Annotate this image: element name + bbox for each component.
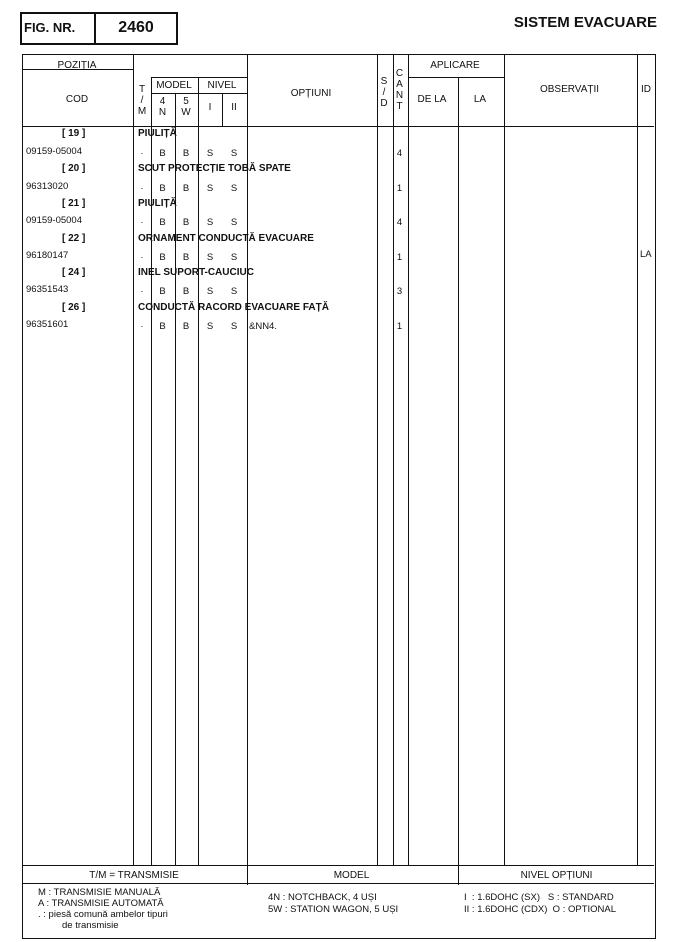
item-name: ORNAMENT CONDUCTĂ EVACUARE (138, 233, 314, 244)
item-model-5w: B (182, 148, 190, 159)
item-position: [ 24 ] (62, 267, 86, 278)
item-nivel-2: S (230, 252, 238, 263)
col-line (504, 55, 505, 865)
col-line (247, 55, 248, 885)
item-name: CONDUCTĂ RACORD EVACUARE FAȚĂ (138, 302, 329, 313)
header-la: LA (473, 94, 487, 105)
item-quantity: 1 (396, 183, 403, 194)
item-model-4n: B (159, 148, 166, 159)
col-line (458, 77, 459, 885)
item-nivel-2: S (230, 183, 238, 194)
item-nivel-1: S (206, 183, 214, 194)
row-line (408, 77, 504, 78)
item-quantity: 4 (396, 148, 403, 159)
item-name: SCUT PROTECȚIE TOBĂ SPATE (138, 163, 291, 174)
row-line (151, 93, 247, 94)
page-title: SISTEM EVACUARE (513, 14, 657, 31)
item-nivel-1: S (206, 148, 214, 159)
legend-tm-line: M : TRANSMISIE MANUALĂ (38, 887, 161, 898)
item-model-4n: B (159, 252, 166, 263)
header-model-5w: 5 W (181, 96, 191, 118)
item-options: &NN4. (249, 321, 277, 332)
header-id: ID (641, 84, 651, 95)
parts-table (22, 54, 656, 939)
item-nivel-1: S (206, 286, 214, 297)
header-de-la: DE LA (417, 94, 447, 105)
header-cod: COD (65, 94, 89, 105)
col-line (377, 55, 378, 865)
col-line (408, 55, 409, 865)
header-cant: C A N T (395, 68, 404, 112)
item-code: 96180147 (26, 250, 69, 261)
item-nivel-1: S (206, 252, 214, 263)
header-sd: S / D (380, 76, 388, 109)
item-nivel-2: S (230, 148, 238, 159)
item-model-4n: B (159, 183, 166, 194)
col-line (393, 55, 394, 865)
item-code: 96351543 (26, 284, 69, 295)
header-aplicare: APLICARE (430, 60, 480, 71)
header-observatii: OBSERVAȚII (539, 84, 600, 95)
item-nivel-2: S (230, 321, 238, 332)
legend-model-line: 4N : NOTCHBACK, 4 UȘI (268, 892, 377, 903)
item-code: 09159-05004 (26, 146, 82, 157)
header-pozitia: POZIȚIA (57, 60, 97, 71)
item-model-4n: B (159, 217, 166, 228)
item-name: PIULIȚĂ (138, 128, 177, 139)
header-bottom-line (23, 126, 654, 127)
legend-tm-title: T/M = TRANSMISIE (89, 870, 179, 881)
item-quantity: 1 (396, 252, 403, 263)
item-name: INEL SUPORT-CAUCIUC (138, 267, 254, 278)
legend-model-line: 5W : STATION WAGON, 5 UȘI (268, 904, 399, 915)
item-quantity: 1 (396, 321, 403, 332)
legend-tm-line: de transmisie (62, 920, 119, 931)
legend-tm-line: A : TRANSMISIE AUTOMATĂ (38, 898, 164, 909)
header-nivel-2: II (231, 102, 237, 113)
item-quantity: 3 (396, 286, 403, 297)
legend-title-line (23, 883, 654, 884)
col-line (637, 55, 638, 865)
legend-nivel-title: NIVEL OPȚIUNI (520, 870, 593, 881)
header-nivel: NIVEL (207, 80, 237, 91)
item-model-5w: B (182, 321, 190, 332)
item-id: LA (640, 249, 652, 260)
item-model-4n: B (159, 321, 166, 332)
legend-top-line (23, 865, 654, 866)
header-model: MODEL (156, 80, 192, 91)
item-tm: . (140, 284, 144, 295)
item-nivel-1: S (206, 321, 214, 332)
item-nivel-2: S (230, 217, 238, 228)
col-line (198, 77, 199, 865)
item-tm: . (140, 146, 144, 157)
legend-tm-line: . : piesă comună ambelor tipuri (38, 909, 168, 920)
item-code: 09159-05004 (26, 215, 82, 226)
header-model-4n: 4 N (158, 96, 167, 118)
item-model-5w: B (182, 286, 190, 297)
legend-model-title: MODEL (333, 870, 370, 881)
header-tm: T / M (137, 84, 147, 117)
item-model-5w: B (182, 183, 190, 194)
item-position: [ 20 ] (62, 163, 86, 174)
figure-label: FIG. NR. (24, 20, 76, 35)
item-quantity: 4 (396, 217, 403, 228)
item-position: [ 26 ] (62, 302, 86, 313)
col-line (151, 77, 152, 865)
item-tm: . (140, 215, 144, 226)
item-code: 96351601 (26, 319, 69, 330)
item-model-4n: B (159, 286, 166, 297)
legend-nivel-line: II : 1.6DOHC (CDX) O : OPTIONAL (464, 904, 617, 915)
item-position: [ 21 ] (62, 198, 86, 209)
item-position: [ 19 ] (62, 128, 86, 139)
item-nivel-1: S (206, 217, 214, 228)
row-line (151, 77, 247, 78)
legend-nivel-line: I : 1.6DOHC (SX) S : STANDARD (464, 892, 614, 903)
header-optiuni: OPȚIUNI (290, 88, 332, 99)
item-model-5w: B (182, 252, 190, 263)
item-tm: . (140, 250, 144, 261)
col-line (133, 55, 134, 865)
item-code: 96313020 (26, 181, 69, 192)
item-name: PIULIȚĂ (138, 198, 177, 209)
figure-number: 2460 (118, 19, 154, 36)
item-tm: . (140, 181, 144, 192)
item-tm: . (140, 319, 144, 330)
item-nivel-2: S (230, 286, 238, 297)
header-nivel-1: I (208, 102, 212, 113)
item-model-5w: B (182, 217, 190, 228)
item-position: [ 22 ] (62, 233, 86, 244)
